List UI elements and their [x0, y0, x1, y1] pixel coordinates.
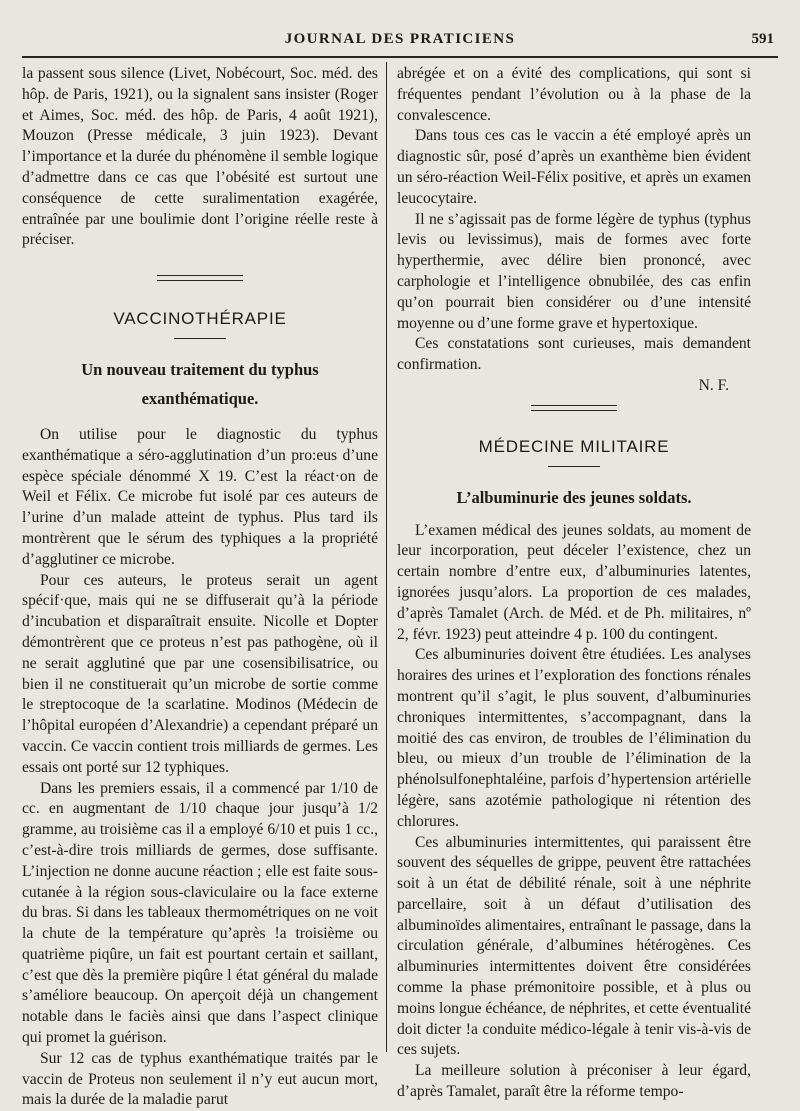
body-paragraph: Ces constatations sont curieuses, mais demandent confirmation. — [397, 335, 751, 374]
journal-title: JOURNAL DES PRATICIENS — [284, 31, 516, 47]
body-paragraph: Dans tous ces cas le vaccin a été employé après un diagnostic sûr, posé d’après un exanthème bien évident un séro-réaction Weil-Félix positive, et après un examen leucocytaire. — [397, 127, 751, 207]
body-paragraph: Sur 12 cas de typhus exanthématique traités par le vaccin de Proteus non seulement il n’y eut aucun mort, mais la durée de la maladie parut — [22, 1049, 378, 1109]
article-title-line-1: Un nouveau traitement du typhus — [81, 359, 319, 379]
body-paragraph: Il ne s’agissait pas de forme légère de typhus (typhus levis ou levissimus), mais de formes avec forte hyperthermie, avec délire bien prononcé, avec carphologie et l’intelligence obnubilée, des cas enfin qu’on pourrait bien considérer ou d’une intensité moyenne ou d’une forme grave et hypertoxique. — [397, 210, 751, 332]
column-divider — [386, 62, 387, 1052]
body-paragraph: L’examen médical des jeunes soldats, au moment de leur incorporation, peut déceler l’existence, chez un certain nombre d’entre eux, d’albuminuries latentes, ignorées jusqu’alors. La proportion de ces malades, d’après Tamalet (Arch. de Méd. et de Ph. militaires, nº 2, févr. 1923) peut atteindre 4 p. 100 du contingent. — [397, 521, 751, 643]
body-paragraph: Ces albuminuries intermittentes, qui paraissent être souvent des séquelles de grippe, peuvent être rattachées soit à un état de débilité rénale, soit à une néphrite parcellaire, soit à un défaut d’utilisation des albuminoïdes alimentaires, entraînant le passage, dans la circulation générale, d’albumines hétérogènes. Ces albuminuries intermittentes doivent être considérées comme la phase prémonitoire possible, et à plus ou moins longue échéance, de néphrites, et cette éventualité doit dicter !a conduite médico-légale à tenir vis-à-vis de ces sujets. — [397, 833, 751, 1059]
body-paragraph: Ces albuminuries doivent être étudiées. Les analyses horaires des urines et l’exploration des fonctions rénales montrent qu’il s’agit, le plus souvent, d’albuminuries chroniques intermittentes, s’accompagnant, dans la moitié des cas environ, de troubles de l’élimination du bleu, ou mieux d’un trouble de l’élimination de la phénolsulfonephtaléine, parfois d’hypertension artérielle légère, sans azotémie pathologique ni rétention des chlorures. — [397, 646, 751, 830]
article-title-line-2: exanthématique. — [141, 388, 259, 408]
section-title-vaccinotherapie: VACCINOTHÉRAPIE — [113, 309, 287, 329]
body-paragraph: On utilise pour le diagnostic du typhus exanthématique a séro-agglutination d’un pro:eus d’une espèce spéciale dénommé X 19. C’est la réact·on de Weil et Félix. Ce microbe fut isolé par ces auteurs de l’urine d’un malade atteint de typhus. Plus tard ils montrèrent que le sérum des typhiques a la propriété d’agglutiner ce microbe. — [22, 425, 378, 568]
page-number: 591 — [751, 31, 774, 47]
section-title-medecine-militaire: MÉDECINE MILITAIRE — [478, 436, 670, 456]
left-column — [22, 64, 378, 1111]
page-header — [22, 26, 778, 58]
continued-paragraph: abrégée et on a évité des complications, qui sont si fréquentes pendant l’évolution ou à la phase de la convalescence. — [397, 65, 751, 124]
article-title: L’albuminurie des jeunes soldats. — [456, 487, 692, 507]
body-paragraph: Dans les premiers essais, il a commencé par 1/10 de cc. en augmentant de 1/10 chaque jour jusqu’à 1/2 gramme, au troisième cas il a employé 6/10 et puis 1 cc., c’est-à-dire trois milliards de germes, dose suffisante. L’injection ne donne aucune réaction ; elle est faite sous-cutanée à la région sous-claviculaire ou la face externe du bras. Si dans les tableaux thermométriques on ne voit la chute de la température qu’après !a troisième ou quatrième piqûre, un fait est pourtant certain et saillant, c’est que dès la première piqûre l état général du malade s’améliore beaucoup. On aperçoit déjà un changement notable dans le faciès ainsi que dans l’aspect clinique qui promet la guérison. — [22, 779, 378, 1047]
body-paragraph: La meilleure solution à préconiser à leur égard, d’après Tamalet, paraît être la réforme tempo- — [397, 1062, 751, 1101]
author-signature: N. F. — [698, 376, 729, 394]
right-column — [397, 64, 751, 1103]
continued-paragraph: la passent sous silence (Livet, Nobécourt, Soc. méd. des hôp. de Paris, 1921), ou la signalent sans insister (Roger et Aimes, Soc. méd. des hôp. de Paris, 4 août 1921), Mouzon (Presse médicale, 3 juin 1923). Devant l’importance et la durée du phénomène il semble logique d’admettre dans ce cas que l’obésité est surtout une conséquence de cette suralimentation exagérée, entraînée par une boulimie dont l’origine réelle reste à préciser. — [22, 65, 378, 249]
body-paragraph: Pour ces auteurs, le proteus serait un agent spécif·que, mais qui ne se diffuserait qu’à la période d’incubation et disparaîtrait ensuite. Nicolle et Dopter démontrèrent que ce proteus n’est pas pathogène, où il ne serait agglutiné que par une cosensibilisatrice, ou bien il ne constituerait qu’un microbe de sortie comme le streptocoque de !a scarlatine. Modinos (Médecin de l’hôpital européen d’Alexandrie) a cependant préparé un vaccin. Ce vaccin contient trois milliards de germes. Les essais ont porté sur 12 typhiques. — [22, 571, 378, 776]
